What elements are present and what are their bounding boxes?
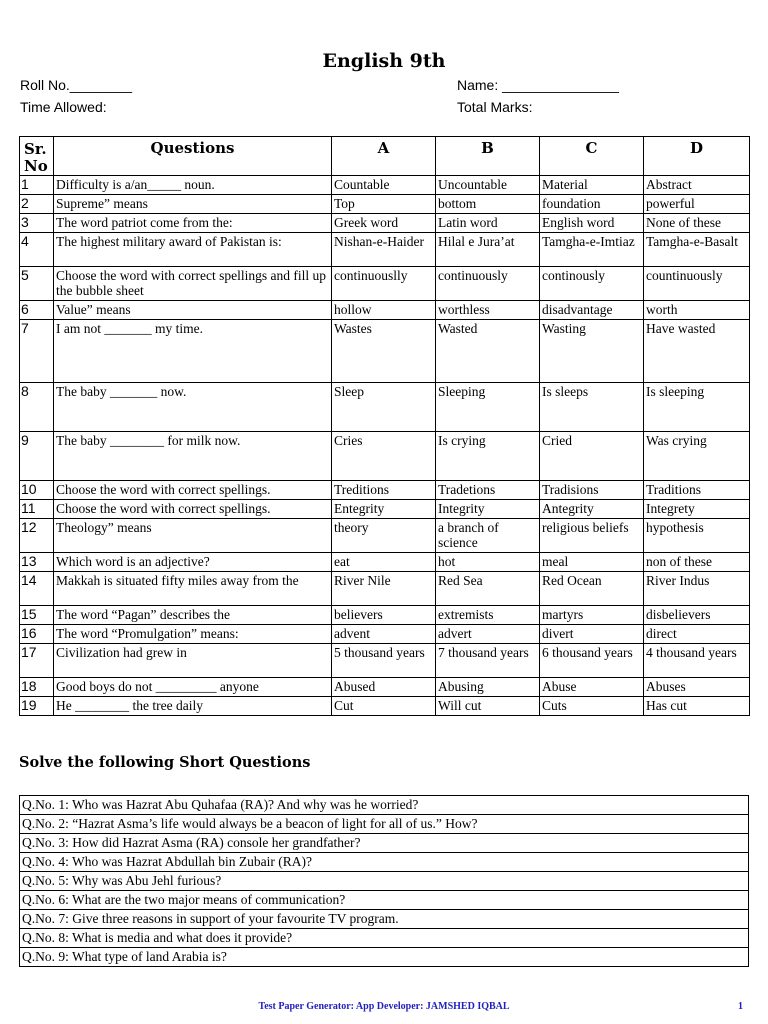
short-question-row xyxy=(20,853,749,872)
mcq-row-number: 2 xyxy=(20,195,54,214)
mcq-row xyxy=(20,625,750,644)
mcq-option-a: Greek word xyxy=(332,214,436,233)
mcq-row-number: 15 xyxy=(20,606,54,625)
mcq-option-a: Wastes xyxy=(332,320,436,383)
short-question-row xyxy=(20,834,749,853)
mcq-row-number: 1 xyxy=(20,176,54,195)
short-question-text: Q.No. 6: What are the two major means of communication? xyxy=(20,891,749,910)
sr-no-header: Sr. No xyxy=(20,137,54,176)
mcq-row xyxy=(20,214,750,233)
mcq-row-number: 12 xyxy=(20,519,54,553)
page-number: 1 xyxy=(738,1001,743,1012)
mcq-row-number: 9 xyxy=(20,432,54,481)
footer-credit: Test Paper Generator: App Developer: JAMSHED IQBAL xyxy=(258,1001,510,1012)
mcq-option-c: religious beliefs xyxy=(540,519,644,553)
mcq-option-b: Is crying xyxy=(436,432,540,481)
mcq-option-c: Wasting xyxy=(540,320,644,383)
mcq-option-c: disadvantage xyxy=(540,301,644,320)
mcq-option-d: Abstract xyxy=(644,176,750,195)
mcq-row xyxy=(20,553,750,572)
mcq-question: Choose the word with correct spellings. xyxy=(54,481,332,500)
mcq-option-b: Tradetions xyxy=(436,481,540,500)
time-allowed-label: Time Allowed: xyxy=(20,99,107,115)
mcq-question: Which word is an adjective? xyxy=(54,553,332,572)
short-question-text: Q.No. 5: Why was Abu Jehl furious? xyxy=(20,872,749,891)
mcq-row xyxy=(20,301,750,320)
mcq-option-c: Material xyxy=(540,176,644,195)
mcq-row xyxy=(20,644,750,678)
mcq-row xyxy=(20,432,750,481)
mcq-option-a: Abused xyxy=(332,678,436,697)
mcq-row xyxy=(20,500,750,519)
mcq-option-a: Entegrity xyxy=(332,500,436,519)
mcq-row-number: 5 xyxy=(20,267,54,301)
mcq-option-b: Sleeping xyxy=(436,383,540,432)
mcq-question: Difficulty is a/an_____ noun. xyxy=(54,176,332,195)
short-questions-title: Solve the following Short Questions xyxy=(19,754,311,771)
mcq-option-a: Cut xyxy=(332,697,436,716)
mcq-option-c: Is sleeps xyxy=(540,383,644,432)
mcq-option-b: Hilal e Jura’at xyxy=(436,233,540,267)
mcq-option-d: non of these xyxy=(644,553,750,572)
mcq-option-c: divert xyxy=(540,625,644,644)
mcq-option-b: continuously xyxy=(436,267,540,301)
mcq-option-c: 6 thousand years xyxy=(540,644,644,678)
mcq-question: The word “Pagan” describes the xyxy=(54,606,332,625)
mcq-option-c: Cuts xyxy=(540,697,644,716)
mcq-row xyxy=(20,176,750,195)
mcq-option-a: River Nile xyxy=(332,572,436,606)
mcq-option-b: Red Sea xyxy=(436,572,540,606)
mcq-option-d: Has cut xyxy=(644,697,750,716)
mcq-option-c: Cried xyxy=(540,432,644,481)
mcq-option-a: continuouslly xyxy=(332,267,436,301)
mcq-row xyxy=(20,233,750,267)
mcq-option-b: hot xyxy=(436,553,540,572)
mcq-option-b: advert xyxy=(436,625,540,644)
mcq-row-number: 19 xyxy=(20,697,54,716)
mcq-option-b: a branch of science xyxy=(436,519,540,553)
short-question-row xyxy=(20,948,749,967)
short-question-text: Q.No. 7: Give three reasons in support of your favourite TV program. xyxy=(20,910,749,929)
mcq-table xyxy=(19,136,750,716)
mcq-option-a: theory xyxy=(332,519,436,553)
roll-no-field: Roll No.________ xyxy=(20,77,133,93)
mcq-question: Good boys do not _________ anyone xyxy=(54,678,332,697)
mcq-option-b: 7 thousand years xyxy=(436,644,540,678)
name-field: Name: _______________ xyxy=(457,77,619,93)
mcq-row xyxy=(20,320,750,383)
mcq-option-a: hollow xyxy=(332,301,436,320)
mcq-row-number: 17 xyxy=(20,644,54,678)
mcq-option-b: Integrity xyxy=(436,500,540,519)
mcq-option-b: bottom xyxy=(436,195,540,214)
mcq-question: Value” means xyxy=(54,301,332,320)
mcq-question: Supreme” means xyxy=(54,195,332,214)
paper-title: English 9th xyxy=(322,50,446,72)
mcq-option-c: English word xyxy=(540,214,644,233)
mcq-row-number: 7 xyxy=(20,320,54,383)
mcq-row-number: 16 xyxy=(20,625,54,644)
mcq-option-d: powerful xyxy=(644,195,750,214)
mcq-option-d: Was crying xyxy=(644,432,750,481)
mcq-option-d: countinuously xyxy=(644,267,750,301)
mcq-row xyxy=(20,383,750,432)
mcq-option-a: Top xyxy=(332,195,436,214)
mcq-row-number: 3 xyxy=(20,214,54,233)
mcq-row xyxy=(20,678,750,697)
mcq-option-d: disbelievers xyxy=(644,606,750,625)
mcq-option-a: Countable xyxy=(332,176,436,195)
mcq-option-d: River Indus xyxy=(644,572,750,606)
mcq-option-c: continously xyxy=(540,267,644,301)
mcq-option-a: Nishan-e-Haider xyxy=(332,233,436,267)
short-questions-body xyxy=(20,796,749,967)
short-question-row xyxy=(20,891,749,910)
mcq-question: Makkah is situated fifty miles away from the xyxy=(54,572,332,606)
mcq-option-b: extremists xyxy=(436,606,540,625)
mcq-row xyxy=(20,519,750,553)
mcq-row xyxy=(20,606,750,625)
short-question-text: Q.No. 3: How did Hazrat Asma (RA) console her grandfather? xyxy=(20,834,749,853)
mcq-row-number: 13 xyxy=(20,553,54,572)
mcq-row-number: 11 xyxy=(20,500,54,519)
mcq-option-d: Abuses xyxy=(644,678,750,697)
mcq-option-d: worth xyxy=(644,301,750,320)
mcq-question: Choose the word with correct spellings and fill up the bubble sheet xyxy=(54,267,332,301)
mcq-option-c: meal xyxy=(540,553,644,572)
short-questions-table xyxy=(19,795,749,967)
short-question-row xyxy=(20,815,749,834)
mcq-question: The word patriot come from the: xyxy=(54,214,332,233)
short-question-text: Q.No. 9: What type of land Arabia is? xyxy=(20,948,749,967)
mcq-question: Choose the word with correct spellings. xyxy=(54,500,332,519)
mcq-option-d: Tamgha-e-Basalt xyxy=(644,233,750,267)
mcq-option-c: Abuse xyxy=(540,678,644,697)
mcq-option-b: Abusing xyxy=(436,678,540,697)
mcq-option-a: 5 thousand years xyxy=(332,644,436,678)
mcq-option-d: 4 thousand years xyxy=(644,644,750,678)
mcq-row-number: 6 xyxy=(20,301,54,320)
mcq-option-a: Cries xyxy=(332,432,436,481)
mcq-option-c: Antegrity xyxy=(540,500,644,519)
mcq-option-c: foundation xyxy=(540,195,644,214)
mcq-question: The word “Promulgation” means: xyxy=(54,625,332,644)
mcq-row-number: 8 xyxy=(20,383,54,432)
mcq-row xyxy=(20,697,750,716)
option-b-header: B xyxy=(436,137,540,176)
mcq-row xyxy=(20,195,750,214)
mcq-option-c: Tamgha-e-Imtiaz xyxy=(540,233,644,267)
mcq-question: The highest military award of Pakistan is: xyxy=(54,233,332,267)
option-c-header: C xyxy=(540,137,644,176)
short-question-text: Q.No. 4: Who was Hazrat Abdullah bin Zubair (RA)? xyxy=(20,853,749,872)
mcq-question: He ________ the tree daily xyxy=(54,697,332,716)
short-question-text: Q.No. 8: What is media and what does it provide? xyxy=(20,929,749,948)
mcq-row-number: 18 xyxy=(20,678,54,697)
mcq-row-number: 4 xyxy=(20,233,54,267)
short-question-row xyxy=(20,929,749,948)
short-question-row xyxy=(20,872,749,891)
short-question-text: Q.No. 2: “Hazrat Asma’s life would always be a beacon of light for all of us.” How? xyxy=(20,815,749,834)
mcq-row-number: 10 xyxy=(20,481,54,500)
mcq-option-d: None of these xyxy=(644,214,750,233)
questions-header: Questions xyxy=(54,137,332,176)
mcq-question: The baby _______ now. xyxy=(54,383,332,432)
mcq-option-b: Latin word xyxy=(436,214,540,233)
option-a-header: A xyxy=(332,137,436,176)
mcq-option-c: Red Ocean xyxy=(540,572,644,606)
mcq-option-d: hypothesis xyxy=(644,519,750,553)
mcq-option-d: Integrety xyxy=(644,500,750,519)
mcq-option-a: Treditions xyxy=(332,481,436,500)
short-question-row xyxy=(20,910,749,929)
mcq-row xyxy=(20,481,750,500)
mcq-row xyxy=(20,267,750,301)
mcq-option-d: direct xyxy=(644,625,750,644)
mcq-option-a: eat xyxy=(332,553,436,572)
mcq-option-d: Traditions xyxy=(644,481,750,500)
option-d-header: D xyxy=(644,137,750,176)
mcq-option-a: Sleep xyxy=(332,383,436,432)
mcq-option-b: Wasted xyxy=(436,320,540,383)
mcq-option-d: Is sleeping xyxy=(644,383,750,432)
short-question-row xyxy=(20,796,749,815)
mcq-option-b: worthless xyxy=(436,301,540,320)
mcq-question: I am not _______ my time. xyxy=(54,320,332,383)
mcq-option-c: martyrs xyxy=(540,606,644,625)
mcq-option-a: believers xyxy=(332,606,436,625)
mcq-header-row xyxy=(20,137,750,176)
short-question-text: Q.No. 1: Who was Hazrat Abu Quhafaa (RA)? And why was he worried? xyxy=(20,796,749,815)
mcq-question: The baby ________ for milk now. xyxy=(54,432,332,481)
mcq-option-c: Tradisions xyxy=(540,481,644,500)
mcq-question: Civilization had grew in xyxy=(54,644,332,678)
total-marks-label: Total Marks: xyxy=(457,99,533,115)
mcq-row-number: 14 xyxy=(20,572,54,606)
mcq-option-a: advent xyxy=(332,625,436,644)
mcq-row xyxy=(20,572,750,606)
mcq-option-b: Will cut xyxy=(436,697,540,716)
mcq-option-d: Have wasted xyxy=(644,320,750,383)
mcq-body xyxy=(20,176,750,716)
mcq-option-b: Uncountable xyxy=(436,176,540,195)
mcq-question: Theology” means xyxy=(54,519,332,553)
